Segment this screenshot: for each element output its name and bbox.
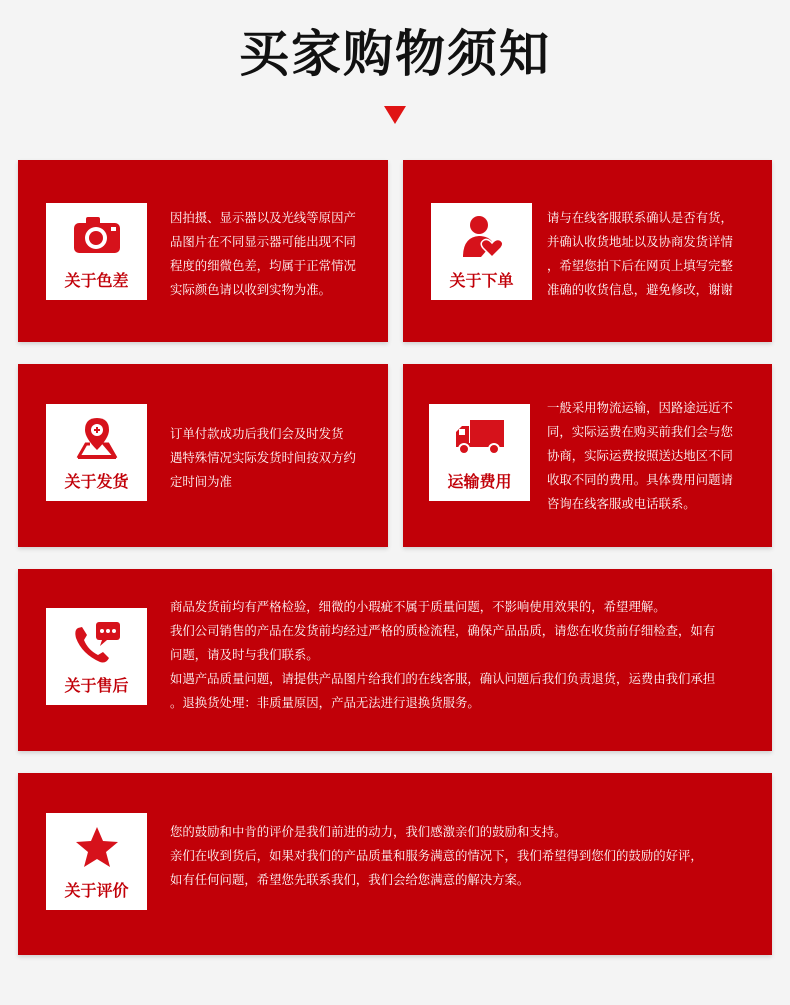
card-label: 关于售后	[64, 676, 129, 695]
card-text: 请与在线客服联系确认是否有货， 并确认收货地址以及协商发货详情 ，希望您拍下后在网页上填写完整 准确的收货信息，避免修改，谢谢	[547, 210, 733, 297]
camera-icon	[72, 215, 122, 255]
card-label: 关于下单	[449, 271, 514, 290]
card-text: 您的鼓励和中肯的评价是我们前进的动力，我们感激亲们的鼓励和支持。 亲们在收到货后，如果对我们的产品质量和服务满意的情况下，我们希望得到您们的鼓励的好评， 如有任何问题，希望您先联系我们，我们会给您满意的解决方案。	[170, 824, 703, 887]
card-icon-box	[46, 608, 147, 705]
card-text: 订单付款成功后我们会及时发货 遇特殊情况实际发货时间按双方约 定时间为准	[170, 426, 356, 489]
truck-icon	[454, 416, 506, 456]
card-label: 关于评价	[64, 881, 129, 900]
down-arrow-icon	[384, 106, 406, 124]
map-pin-icon	[74, 416, 120, 460]
page-title: 买家购物须知	[239, 24, 551, 83]
card-review	[18, 773, 772, 955]
card-label: 关于发货	[64, 472, 129, 491]
card-icon-box	[46, 813, 147, 910]
card-icon-box	[46, 203, 147, 300]
card-order	[403, 160, 772, 342]
card-icon-box	[429, 404, 530, 501]
card-text: 一般采用物流运输，因路途远近不 同，实际运费在购买前我们会与您 协商，实际运费按照送达地区不同 收取不同的费用。具体费用问题请 咨询在线客服或电话联系。	[547, 400, 733, 511]
card-label: 关于色差	[64, 271, 129, 290]
card-color-difference	[18, 160, 388, 342]
user-heart-icon	[459, 215, 505, 259]
card-text: 因拍摄、显示器以及光线等原因产 品图片在不同显示器可能出现不同 程度的细微色差，均属于正常情况 实际颜色请以收到实物为准。	[170, 210, 356, 297]
card-shipping	[18, 364, 388, 547]
card-freight	[403, 364, 772, 547]
star-icon	[74, 825, 120, 869]
phone-chat-icon	[72, 620, 122, 664]
card-icon-box	[46, 404, 147, 501]
card-text: 商品发货前均有严格检验，细微的小瑕疵不属于质量问题，不影响使用效果的，希望理解。 我们公司销售的产品在发货前均经过严格的质检流程，确保产品品质，请您在收货前仔细检查，如有 问题，请及时与我们联系。 如遇产品质量问题，请提供产品图片给我们的在线客服，确认问题后我们负责退货，运费由我们承担 。退换货处理：非质量原因，产品无法进行退换货服务。	[170, 599, 716, 710]
card-after-sale	[18, 569, 772, 751]
card-label: 运输费用	[447, 472, 512, 491]
card-icon-box	[431, 203, 532, 300]
